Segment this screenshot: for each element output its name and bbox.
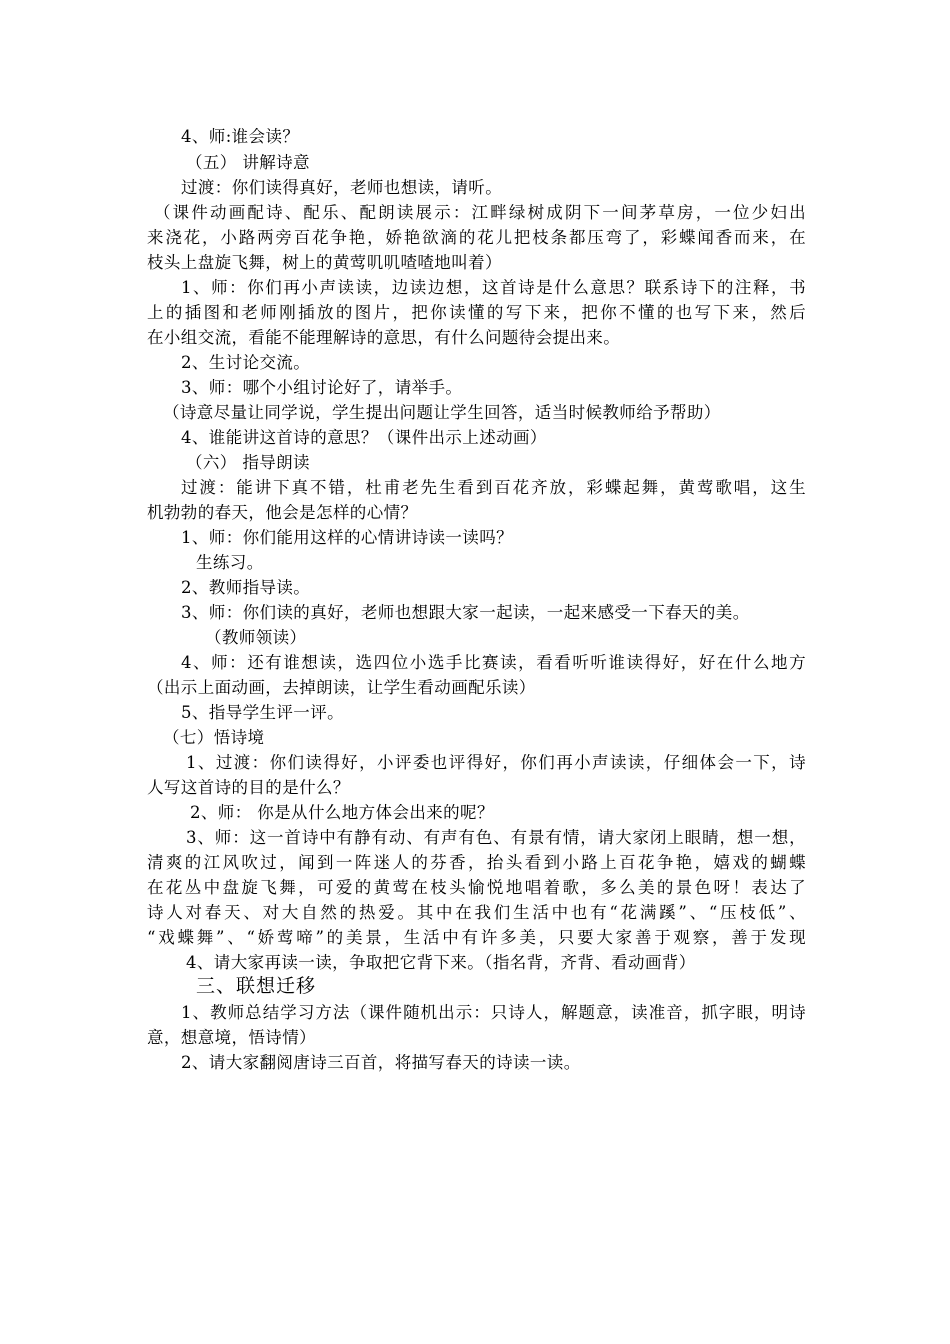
text-line: 诗人对春天、对大自然的热爱。其中在我们生活中也有“花满蹊”、“压枝低”、 — [147, 903, 806, 922]
text-line: 2、生讨论交流。 — [181, 353, 311, 372]
section-heading: 三、联想迁移 — [196, 975, 317, 997]
text-line: （诗意尽量让同学说，学生提出问题让学生回答，适当时候教师给予帮助） — [163, 403, 721, 422]
text-line: （课件动画配诗、配乐、配朗读展示：江畔绿树成阴下一间茅草房，一位少妇出 — [154, 203, 806, 222]
text-line: 过渡：你们读得真好，老师也想读，请听。 — [181, 178, 503, 197]
text-line: 来浇花，小路两旁百花争艳，娇艳欲滴的花儿把枝条都压弯了，彩蝶闻香而来，在 — [147, 228, 806, 247]
text-line: 1、教师总结学习方法（课件随机出示：只诗人，解题意，读准音，抓字眼，明诗 — [181, 1003, 806, 1022]
text-line: 1、师：你们再小声读读，边读边想，这首诗是什么意思？联系诗下的注释，书 — [181, 278, 806, 297]
text-line: 3、师：哪个小组讨论好了，请举手。 — [181, 378, 463, 397]
section-heading: （七）悟诗境 — [163, 728, 265, 747]
text-line: 2、师： 你是从什么地方体会出来的呢？ — [190, 803, 494, 822]
text-line: 1、过渡：你们读得好，小评委也评得好，你们再小声读读，仔细体会一下，诗 — [186, 753, 806, 772]
text-line: 枝头上盘旋飞舞，树上的黄莺叽叽喳喳地叫着） — [147, 253, 502, 272]
text-line: “戏蝶舞”、“娇莺啼”的美景，生活中有许多美，只要大家善于观察，善于发现 — [147, 928, 806, 947]
text-line: 3、师：这一首诗中有静有动、有声有色、有景有情，请大家闭上眼睛，想一想， — [186, 828, 806, 847]
text-line: 机勃勃的春天，他会是怎样的心情？ — [147, 503, 418, 522]
text-line: 1、师：你们能用这样的心情讲诗读一读吗？ — [181, 528, 513, 547]
text-line: 在花丛中盘旋飞舞，可爱的黄莺在枝头愉悦地唱着歌，多么美的景色呀！表达了 — [147, 878, 806, 897]
text-line: 在小组交流，看能不能理解诗的意思，有什么问题待会提出来。 — [147, 328, 621, 347]
text-line: 生练习。 — [196, 553, 264, 572]
text-line: 4、请大家再读一读，争取把它背下来。（指名背，齐背、看动画背） — [186, 953, 696, 972]
text-line: 3、师：你们读的真好，老师也想跟大家一起读，一起来感受一下春天的美。 — [181, 603, 750, 622]
text-line: 5、指导学生评一评。 — [181, 703, 344, 722]
text-line: 4、谁能讲这首诗的意思？（课件出示上述动画） — [181, 428, 547, 447]
text-line: 上的插图和老师刚插放的图片，把你读懂的写下来，把你不懂的也写下来，然后 — [147, 303, 806, 322]
text-line: 4、师:谁会读？ — [181, 127, 300, 146]
section-heading: （五） 讲解诗意 — [186, 153, 310, 172]
text-line: （出示上面动画，去掉朗读，让学生看动画配乐读） — [147, 678, 536, 697]
text-line: （教师领读） — [205, 628, 307, 647]
text-line: 意，想意境，悟诗情） — [147, 1028, 316, 1047]
text-line: 2、教师指导读。 — [181, 578, 311, 597]
text-line: 清爽的江风吹过，闻到一阵迷人的芬香，抬头看到小路上百花争艳，嬉戏的蝴蝶 — [147, 853, 806, 872]
text-line: 4、师：还有谁想读，选四位小选手比赛读，看看听听谁读得好，好在什么地方 — [181, 653, 806, 672]
text-line: 过渡：能讲下真不错，杜甫老先生看到百花齐放，彩蝶起舞，黄莺歌唱，这生 — [181, 478, 806, 497]
text-line: 人写这首诗的目的是什么？ — [147, 778, 350, 797]
section-heading: （六） 指导朗读 — [186, 453, 310, 472]
text-line: 2、请大家翻阅唐诗三百首，将描写春天的诗读一读。 — [181, 1053, 581, 1072]
